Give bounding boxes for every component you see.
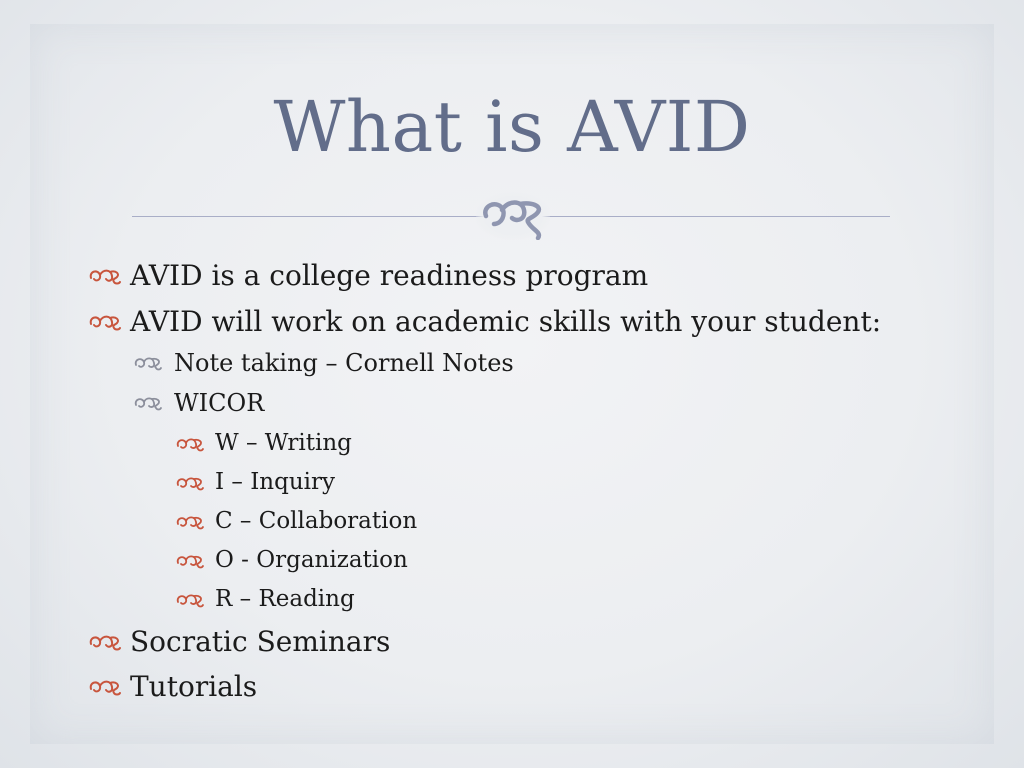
sub-sub-bullet-item bbox=[176, 588, 355, 611]
sub-bullet-swash-icon bbox=[134, 395, 162, 411]
sub-bullet-text: WICOR bbox=[174, 389, 265, 417]
slide-title: What is AVID bbox=[273, 86, 751, 168]
bullet-swash-icon bbox=[88, 678, 122, 696]
bullet-swash-icon bbox=[88, 633, 122, 651]
bullet-text: AVID will work on academic skills with your student: bbox=[130, 305, 882, 338]
sub-sub-bullet-item bbox=[176, 510, 417, 533]
bullet-text: Tutorials bbox=[130, 670, 258, 703]
sub-sub-bullet-text: R – Reading bbox=[215, 586, 355, 612]
sub-bullet-text: Note taking – Cornell Notes bbox=[174, 349, 514, 377]
bullet-item bbox=[88, 259, 649, 292]
sub-sub-bullet-item bbox=[176, 471, 335, 494]
sub-sub-bullet-swash-icon bbox=[176, 553, 204, 569]
sub-bullet-swash-icon bbox=[134, 355, 162, 371]
sub-sub-bullet-text: O - Organization bbox=[215, 547, 408, 573]
sub-sub-bullet-text: W – Writing bbox=[215, 430, 352, 456]
sub-bullet-item bbox=[134, 391, 264, 415]
sub-bullet-item bbox=[134, 351, 514, 375]
bullet-item bbox=[88, 305, 882, 338]
sub-sub-bullet-item bbox=[176, 549, 408, 572]
bullet-text: Socratic Seminars bbox=[130, 625, 391, 658]
sub-sub-bullet-swash-icon bbox=[176, 475, 204, 491]
sub-sub-bullet-swash-icon bbox=[176, 592, 204, 608]
bullet-item bbox=[88, 625, 391, 658]
sub-sub-bullet-swash-icon bbox=[176, 436, 204, 452]
bullet-swash-icon bbox=[88, 313, 122, 331]
sub-sub-bullet-text: I – Inquiry bbox=[215, 469, 335, 495]
sub-sub-bullet-text: C – Collaboration bbox=[215, 508, 418, 534]
sub-sub-bullet-swash-icon bbox=[176, 514, 204, 530]
bullet-swash-icon bbox=[88, 267, 122, 285]
bullet-text: AVID is a college readiness program bbox=[130, 259, 649, 292]
sub-sub-bullet-item bbox=[176, 432, 352, 455]
bullet-item bbox=[88, 670, 258, 703]
